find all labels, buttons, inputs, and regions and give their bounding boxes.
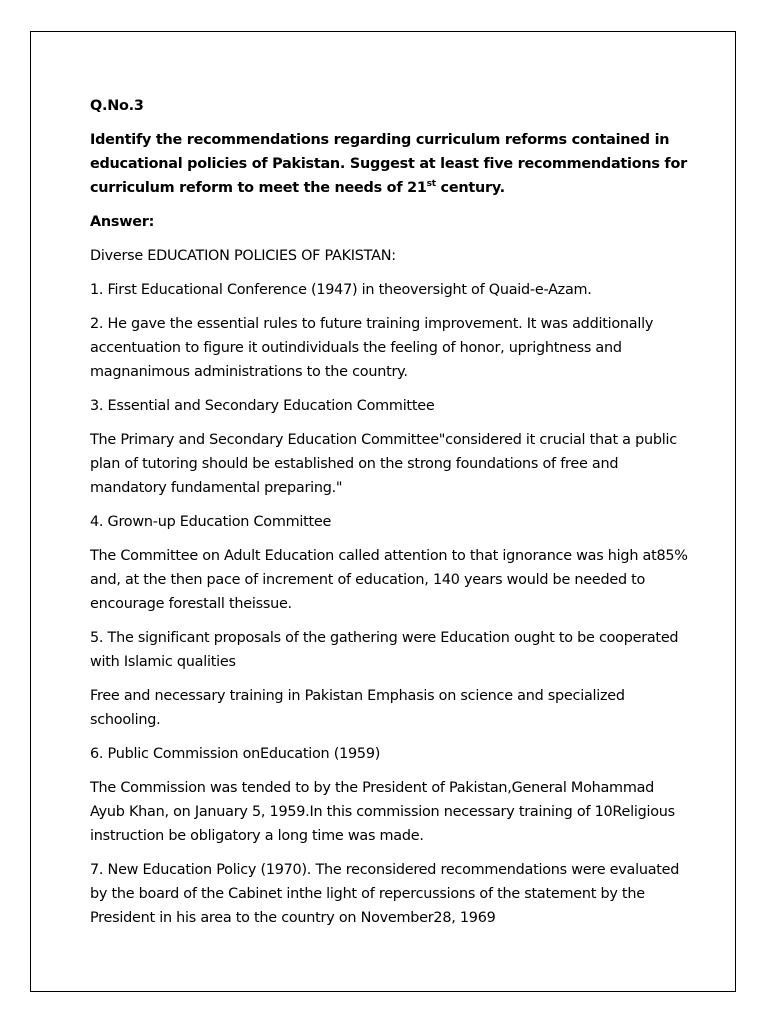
question-superscript: st <box>426 179 436 189</box>
answer-paragraph: 2. He gave the essential rules to future training improvement. It was additionally accentuation to figure it outindividuals the feeling of honor, uprightness and magnanimous administrations to the country. <box>90 316 654 380</box>
question-number: Q.No.3 <box>90 98 144 114</box>
answer-label: Answer: <box>90 214 155 230</box>
document-body <box>90 94 690 940</box>
answer-paragraph: The Primary and Secondary Education Committee"considered it crucial that a public plan of tutoring should be established on the strong foundations of free and mandatory fundamental preparing." <box>90 432 677 496</box>
answer-paragraph: 7. New Education Policy (1970). The reconsidered recommendations were evaluated by the board of the Cabinet inthe light of repercussions of the statement by the President in his area to the country on November28, 1969 <box>90 862 680 926</box>
question-text-main: Identify the recommendations regarding curriculum reforms contained in educational policies of Pakistan. Suggest at least five recommendations for curriculum reform to meet the needs of 21 <box>90 132 687 196</box>
answer-paragraph: The Commission was tended to by the President of Pakistan,General Mohammad Ayub Khan, on January 5, 1959.In this commission necessary training of 10Religious instruction be obligatory a long time was made. <box>90 780 675 844</box>
answer-paragraph: The Committee on Adult Education called attention to that ignorance was high at85% and, at the then pace of increment of education, 140 years would be needed to encourage forestall theissue. <box>90 548 688 612</box>
document-page <box>30 31 736 992</box>
answer-paragraph: 4. Grown-up Education Committee <box>90 514 332 530</box>
answer-heading: Diverse EDUCATION POLICIES OF PAKISTAN: <box>90 248 396 264</box>
answer-paragraph: 5. The significant proposals of the gathering were Education ought to be cooperated with Islamic qualities <box>90 630 679 670</box>
answer-paragraph: 3. Essential and Secondary Education Committee <box>90 398 435 414</box>
answer-paragraph: 6. Public Commission onEducation (1959) <box>90 746 381 762</box>
answer-paragraph: Free and necessary training in Pakistan Emphasis on science and specialized schooling. <box>90 688 625 728</box>
answer-paragraph: 1. First Educational Conference (1947) in theoversight of Quaid-e-Azam. <box>90 282 592 298</box>
question-text-end: century. <box>435 180 505 196</box>
question-text <box>90 128 690 200</box>
